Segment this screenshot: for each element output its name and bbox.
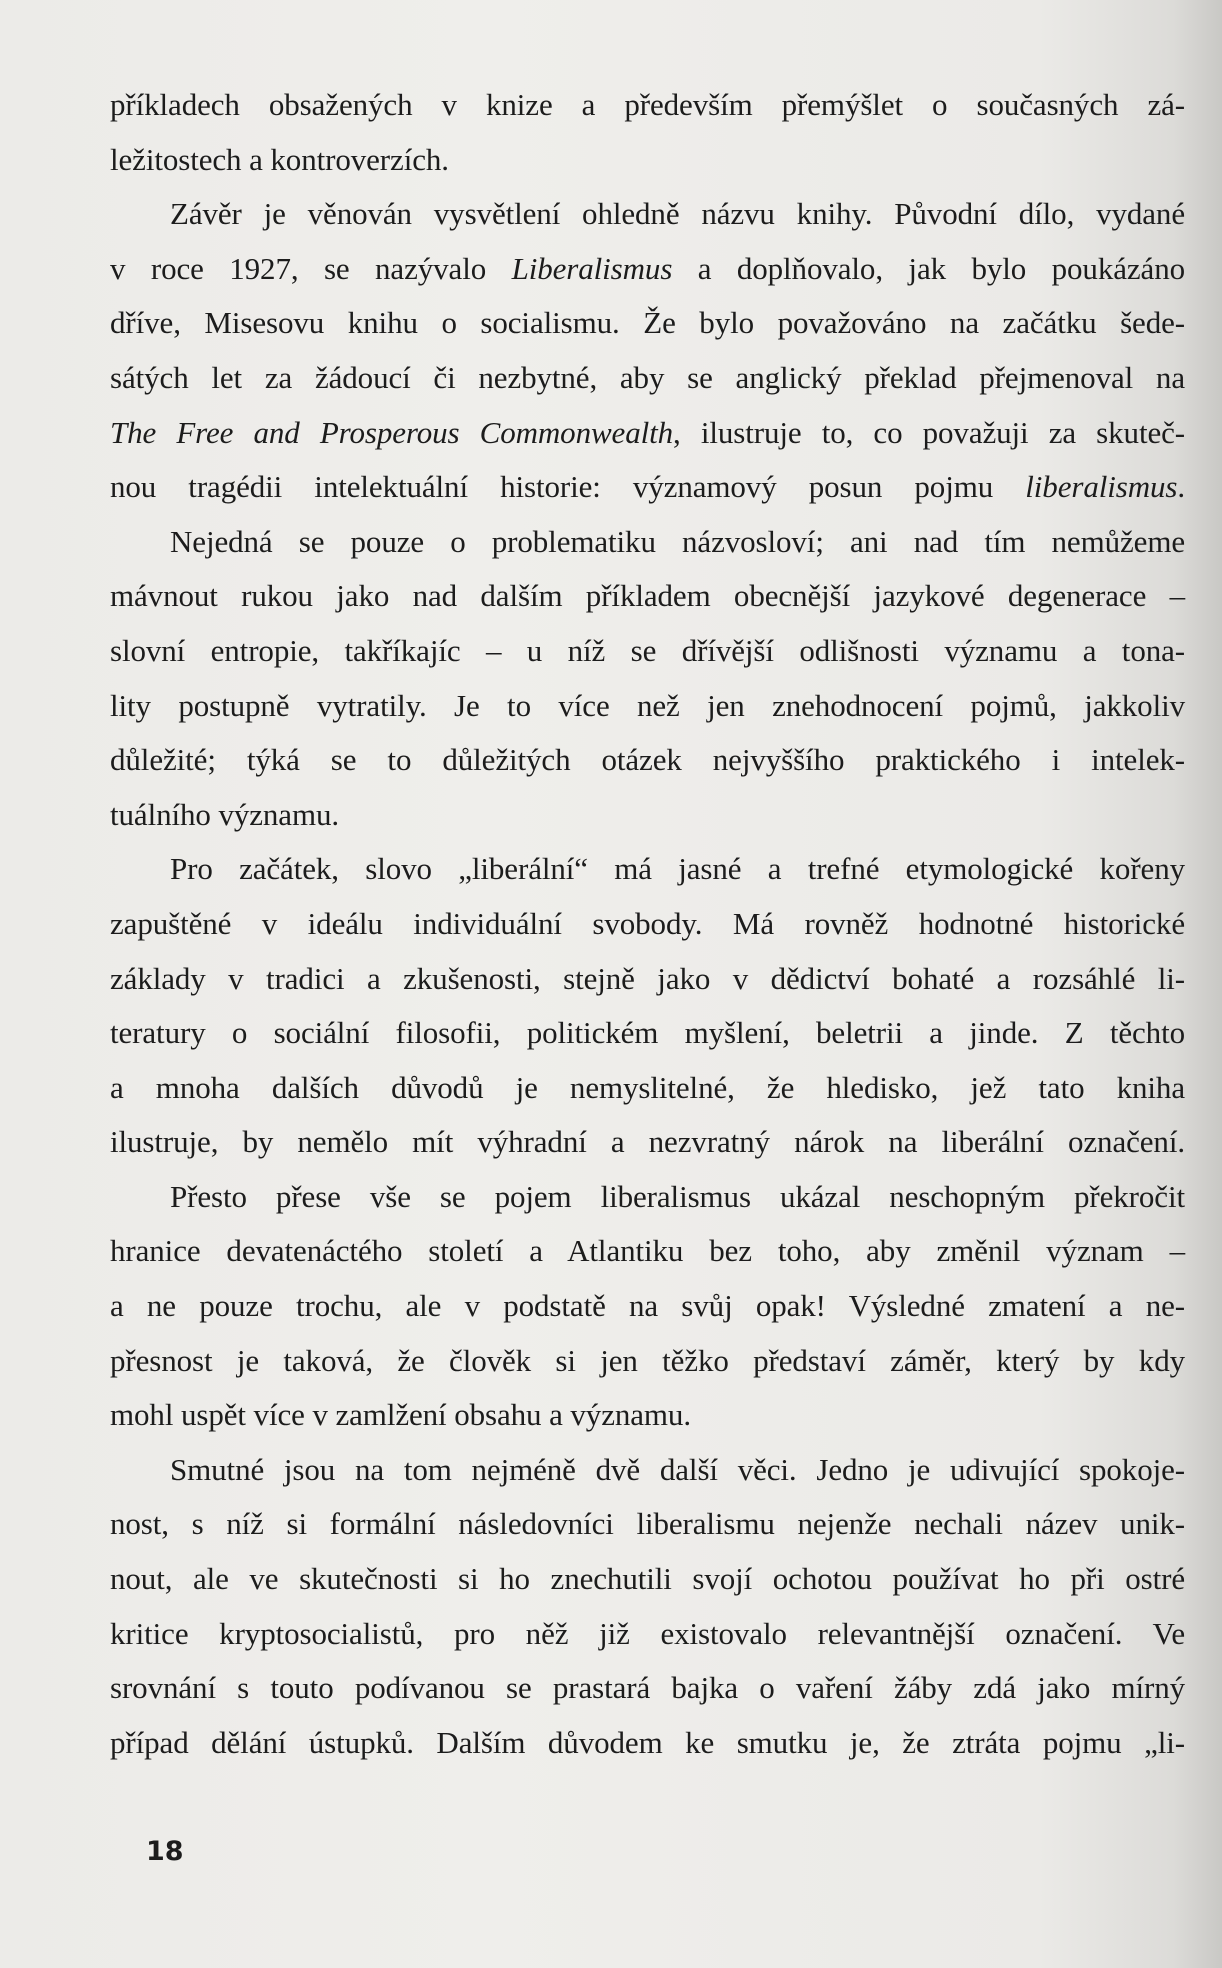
text-line: tuálního významu.	[110, 796, 340, 832]
text-line: Pro začátek, slovo „liberální“ má jasné a trefné etymologické kořeny	[170, 851, 1185, 887]
text-run: .	[1177, 469, 1186, 505]
text-line: ležitostech a kontroverzích.	[110, 141, 449, 177]
italic-title: The Free and Prosperous Commonwealth	[110, 414, 674, 450]
text-line: zapuštěné v ideálu individuální svobody. Má rovněž hodnotné historické	[110, 905, 1185, 941]
text-line: teratury o sociální filosofii, politickém myšlení, beletrii a jinde. Z těchto	[110, 1015, 1185, 1051]
text-line: sátých let za žádoucí či nezbytné, aby se anglický překlad přejmenoval na	[110, 359, 1185, 395]
text-line	[110, 406, 1185, 461]
page-number: 18	[146, 1836, 184, 1867]
text-line	[110, 460, 1185, 515]
text-line: slovní entropie, takříkajíc – u níž se dřívější odlišnosti významu a tona-	[110, 632, 1185, 668]
text-line: lity postupně vytratily. Je to více než jen znehodnocení pojmů, jakkoliv	[110, 687, 1185, 723]
text-line: Smutné jsou na tom nejméně dvě další věci. Jedno je udivující spokoje-	[170, 1451, 1185, 1487]
text-line	[110, 242, 1185, 297]
text-line: kritice kryptosocialistů, pro něž již existovalo relevantnější označení. Ve	[110, 1615, 1185, 1651]
text-line: důležité; týká se to důležitých otázek nejvyššího praktického i intelek-	[110, 742, 1185, 778]
text-line: případ dělání ústupků. Dalším důvodem ke smutku je, že ztráta pojmu „li-	[110, 1724, 1185, 1760]
text-line: ilustruje, by nemělo mít výhradní a nezvratný nárok na liberální označení.	[110, 1124, 1185, 1160]
text-run: a doplňovalo, jak bylo poukázáno	[697, 250, 1185, 286]
text-line: mohl uspět více v zamlžení obsahu a významu.	[110, 1397, 691, 1433]
text-run: v roce 1927, se nazývalo	[110, 250, 487, 286]
italic-term: liberalismus	[1025, 469, 1178, 505]
text-run: , ilustruje to, co považuji za skuteč-	[673, 414, 1185, 450]
text-line: hranice devatenáctého století a Atlantiku bez toho, aby změnil význam –	[110, 1233, 1185, 1269]
text-line: Přesto přese vše se pojem liberalismus ukázal neschopným překročit	[170, 1178, 1185, 1214]
text-line: Nejedná se pouze o problematiku názvosloví; ani nad tím nemůžeme	[170, 523, 1185, 559]
text-run: nou tragédii intelektuální historie: významový posun pojmu	[110, 469, 994, 505]
text-line: nost, s níž si formální následovníci liberalismu nejenže nechali název unik-	[110, 1506, 1185, 1542]
text-line: srovnání s touto podívanou se prastará bajka o vaření žáby zdá jako mírný	[110, 1670, 1185, 1706]
text-line: základy v tradici a zkušenosti, stejně jako v dědictví bohaté a rozsáhlé li-	[110, 960, 1185, 996]
text-line: příkladech obsažených v knize a především přemýšlet o současných zá-	[110, 87, 1185, 122]
italic-title: Liberalismus	[511, 250, 673, 286]
text-line: přesnost je taková, že člověk si jen těžko představí záměr, který by kdy	[110, 1342, 1185, 1378]
text-line: mávnout rukou jako nad dalším příkladem obecnější jazykové degenerace –	[110, 578, 1185, 614]
text-line: a ne pouze trochu, ale v podstatě na svůj opak! Výsledné zmatení a ne-	[110, 1288, 1185, 1324]
text-line: nout, ale ve skutečnosti si ho znechutili svojí ochotou používat ho při ostré	[110, 1561, 1185, 1597]
text-line: Závěr je věnován vysvětlení ohledně názvu knihy. Původní dílo, vydané	[170, 196, 1185, 232]
text-line: a mnoha dalších důvodů je nemyslitelné, že hledisko, jež tato kniha	[110, 1069, 1185, 1105]
body-text	[110, 78, 1185, 1770]
text-line: dříve, Misesovu knihu o socialismu. Že bylo považováno na začátku šede-	[110, 305, 1185, 341]
